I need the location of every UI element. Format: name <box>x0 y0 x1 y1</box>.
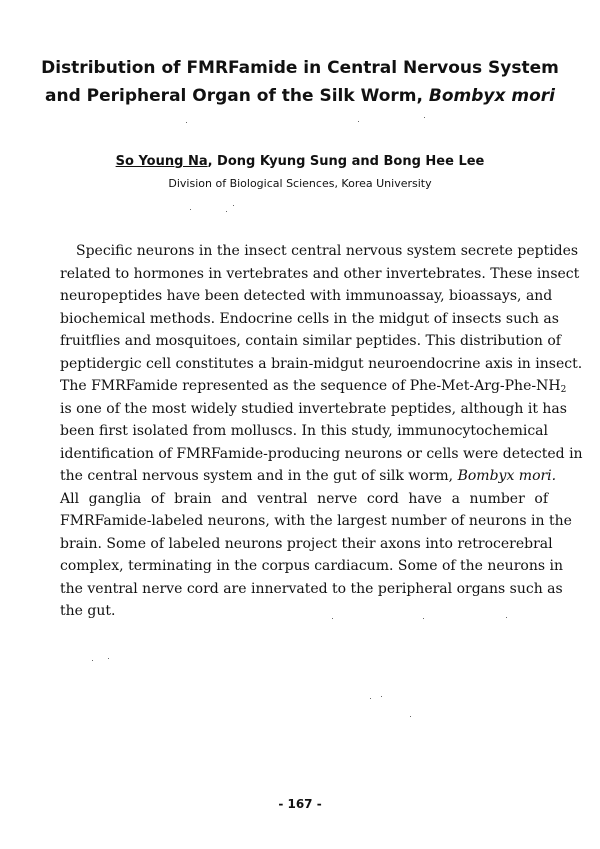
scan-speck <box>92 660 93 661</box>
abstract-line: peptidergic cell constitutes a brain-midgut neuroendocrine axis in insect. <box>60 355 583 372</box>
abstract-line: the gut. <box>60 603 116 619</box>
title-line-2 <box>0 82 600 110</box>
presenting-author: So Young Na <box>115 154 208 169</box>
scan-speck <box>108 658 109 659</box>
abstract-line: fruitflies and mosquitoes, contain similar peptides. This distribution of <box>60 333 561 349</box>
species-name: Bombyx mori. <box>457 468 557 484</box>
abstract-line: complex, terminating in the corpus cardiacum. Some of the neurons in <box>60 558 563 574</box>
abstract-line: brain. Some of labeled neurons project their axons into retrocerebral <box>60 535 553 552</box>
abstract-line: related to hormones in vertebrates and other invertebrates. These insect <box>60 265 580 282</box>
abstract-body <box>60 240 583 623</box>
scan-speck <box>370 698 371 699</box>
scan-speck <box>410 716 411 717</box>
abstract-line: been first isolated from molluscs. In this study, immunocytochemical <box>60 423 548 439</box>
abstract-line: Specific neurons in the insect central nervous system secrete peptides <box>76 243 579 259</box>
title-line-2-text: and Peripheral Organ of the Silk Worm, <box>45 86 429 106</box>
paper-title <box>0 54 600 110</box>
abstract-line: is one of the most widely studied invertebrate peptides, although it has <box>60 400 567 417</box>
abstract-line: biochemical methods. Endocrine cells in the midgut of insects such as <box>60 310 559 327</box>
scan-speck <box>424 117 425 118</box>
abstract-line: identification of FMRFamide-producing neurons or cells were detected in <box>60 445 583 462</box>
abstract-line-text: the central nervous system and in the gut of silk worm, <box>60 468 458 484</box>
scan-speck <box>381 696 382 697</box>
abstract-line <box>60 375 567 398</box>
affiliation: Division of Biological Sciences, Korea University <box>168 177 432 190</box>
subscript: 2 <box>560 385 567 395</box>
abstract-line-text: The FMRFamide represented as the sequence of Phe-Met-Arg-Phe-NH <box>60 378 561 394</box>
scan-speck <box>332 618 333 619</box>
co-authors: , Dong Kyung Sung and Bong Hee Lee <box>207 154 485 169</box>
scan-speck <box>186 122 187 123</box>
abstract-line <box>60 465 557 488</box>
abstract-line: FMRFamide-labeled neurons, with the largest number of neurons in the <box>60 513 572 529</box>
abstract-line: neuropeptides have been detected with immunoassay, bioassays, and <box>60 288 553 304</box>
scan-speck <box>506 617 507 618</box>
author-list <box>0 152 600 172</box>
title-species-name: Bombyx mori <box>428 86 555 106</box>
abstract-line: All ganglia of brain and ventral nerve cord have a number of <box>60 490 548 507</box>
scan-speck <box>423 618 424 619</box>
scan-speck <box>226 211 227 212</box>
abstract-line: the ventral nerve cord are innervated to the peripheral organs such as <box>60 580 563 597</box>
scan-speck <box>190 209 191 210</box>
page-number: - 167 - <box>278 797 322 811</box>
scan-speck <box>233 205 234 206</box>
title-line-1: Distribution of FMRFamide in Central Nervous System <box>41 58 559 78</box>
scan-speck <box>358 121 359 122</box>
